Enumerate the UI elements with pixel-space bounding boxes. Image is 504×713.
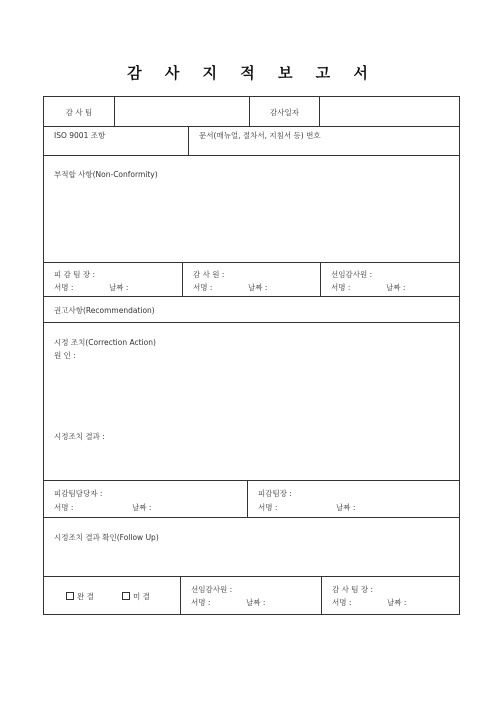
audit-lead-label: 감 사 팀 장 : <box>332 585 374 594</box>
recommendation-section[interactable] <box>44 297 459 323</box>
auditee-rep-label: 피감팀담당자 : <box>54 489 103 498</box>
complete-option[interactable] <box>66 591 94 602</box>
audit-date-field[interactable] <box>319 97 459 126</box>
audit-report-form <box>43 96 460 615</box>
complete-label: 완 결 <box>77 592 94 601</box>
auditor-cell[interactable] <box>182 263 320 296</box>
iso-clause-cell[interactable] <box>44 127 188 155</box>
incomplete-option[interactable] <box>122 591 150 602</box>
audit-team-label-cell <box>44 97 114 126</box>
audit-team-label: 감 사 팀 <box>65 108 93 117</box>
page-title: 감 사 지 적 보 고 서 <box>127 64 377 82</box>
date-label: 날짜 : <box>109 283 129 292</box>
incomplete-checkbox[interactable] <box>122 592 130 600</box>
sign-label: 서명 : <box>258 503 278 512</box>
corrective-result-label: 시정조치 결과 : <box>54 432 105 441</box>
document-number-label: 문서(매뉴얼, 절차서, 지침서 등) 번호 <box>199 131 321 140</box>
lead-auditor-label-2: 선임감사원 : <box>191 585 233 594</box>
complete-checkbox[interactable] <box>66 592 74 600</box>
row-completion <box>44 577 459 614</box>
lead-auditor-label: 선임감사원 : <box>331 270 373 279</box>
auditee-lead-label-2: 피감팀장 : <box>258 489 292 498</box>
row-iso-document <box>44 127 459 156</box>
auditee-lead-cell[interactable] <box>44 263 182 296</box>
auditor-label: 감 사 원 : <box>193 270 225 279</box>
audit-date-label-cell <box>249 97 319 126</box>
lead-auditor-cell-2[interactable] <box>180 577 321 614</box>
auditee-lead-label: 피 감 팀 장 : <box>54 270 96 279</box>
sign-label: 서명 : <box>331 283 351 292</box>
row-signatures-1 <box>44 263 459 297</box>
sign-label: 서명 : <box>191 598 211 607</box>
sign-label: 서명 : <box>193 283 213 292</box>
completion-status-cell <box>44 577 180 614</box>
incomplete-label: 미 결 <box>133 592 150 601</box>
document-number-cell[interactable] <box>188 127 459 155</box>
row-signatures-2 <box>44 481 459 518</box>
cause-label: 원 인 : <box>54 351 76 360</box>
audit-lead-cell[interactable] <box>321 577 459 614</box>
nonconformity-label: 부적합 사항(Non-Conformity) <box>54 170 158 179</box>
corrective-action-label: 시정 조치(Correction Action) <box>54 338 156 347</box>
sign-label: 서명 : <box>332 598 352 607</box>
sign-label: 서명 : <box>54 503 74 512</box>
nonconformity-section[interactable] <box>44 156 459 263</box>
date-label: 날짜 : <box>132 503 152 512</box>
date-label: 날짜 : <box>387 598 407 607</box>
iso-clause-label: ISO 9001 조항 <box>54 131 106 140</box>
audit-date-label: 감사일자 <box>270 108 299 117</box>
recommendation-label: 권고사항(Recommendation) <box>54 306 155 315</box>
date-label: 날짜 : <box>336 503 356 512</box>
corrective-action-section[interactable] <box>44 323 459 481</box>
date-label: 날짜 : <box>246 598 266 607</box>
date-label: 날짜 : <box>248 283 268 292</box>
auditee-lead-cell-2[interactable] <box>247 481 459 517</box>
audit-team-field[interactable] <box>114 97 249 126</box>
date-label: 날짜 : <box>386 283 406 292</box>
lead-auditor-cell[interactable] <box>320 263 459 296</box>
followup-label: 시정조치 결과 확인(Follow Up) <box>54 533 159 542</box>
row-team-date <box>44 97 459 127</box>
auditee-rep-cell[interactable] <box>44 481 247 517</box>
sign-label: 서명 : <box>54 283 74 292</box>
followup-section[interactable] <box>44 518 459 577</box>
